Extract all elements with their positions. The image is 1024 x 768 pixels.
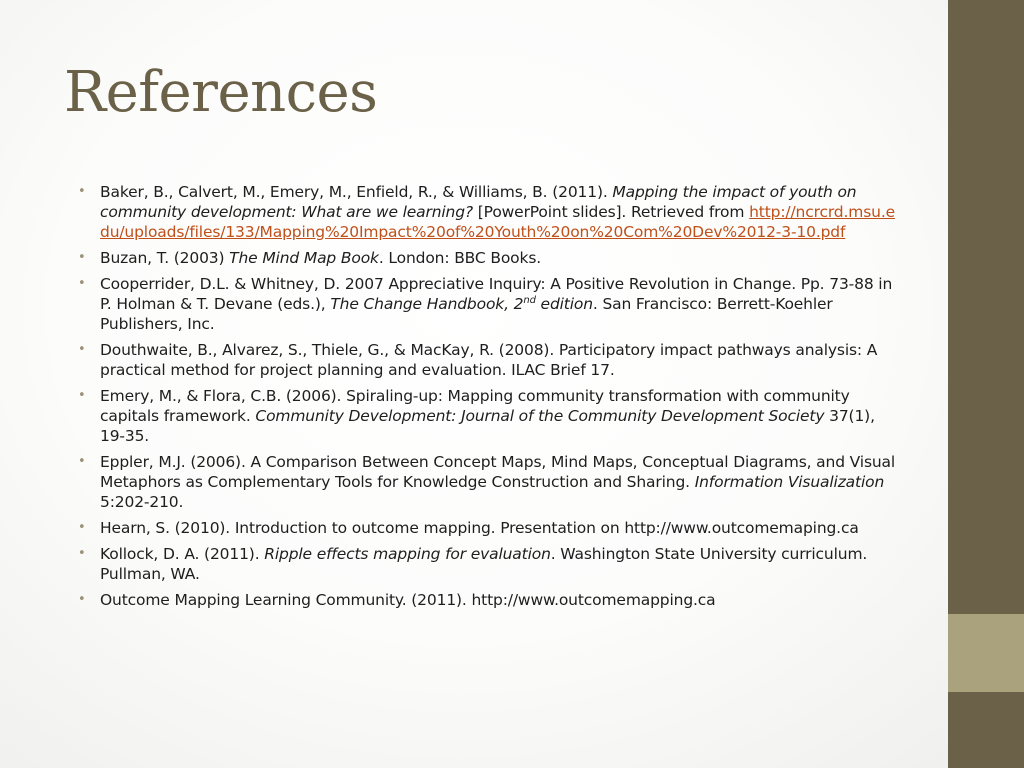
reference-item xyxy=(78,182,898,242)
reference-item xyxy=(78,248,898,268)
bullet-icon: • xyxy=(78,342,86,357)
reference-text: . San Francisco: Berrett-Koehler Publishers, Inc. xyxy=(100,295,833,333)
reference-title: Community Development: Journal of the Community Development Society xyxy=(255,407,825,425)
reference-link[interactable]: http://ncrcrd.msu.edu/uploads/files/133/Mapping%20Impact%20of%20Youth%20on%20Com%20Dev%2012-3-10.pdf xyxy=(100,203,895,241)
reference-title: The Mind Map Book xyxy=(229,249,379,267)
bullet-icon: • xyxy=(78,250,86,265)
reference-title: edition xyxy=(535,295,593,313)
reference-item xyxy=(78,590,898,610)
reference-item xyxy=(78,274,898,334)
bullet-icon: • xyxy=(78,388,86,403)
bullet-icon: • xyxy=(78,546,86,561)
reference-text: Eppler, M.J. (2006). A Comparison Between Concept Maps, Mind Maps, Conceptual Diagrams, and Visual Metaphors as Complementary Tools for Knowledge Construction and Sharing. xyxy=(100,453,896,491)
reference-title: Ripple effects mapping for evaluation xyxy=(264,545,551,563)
ordinal-superscript: nd xyxy=(523,294,536,306)
reference-text: [PowerPoint slides]. Retrieved from xyxy=(473,203,750,221)
reference-text: Kollock, D. A. (2011). xyxy=(100,545,265,563)
bullet-icon: • xyxy=(78,454,86,469)
reference-text: Cooperrider, D.L. & Whitney, D. 2007 Appreciative Inquiry: A Positive Revolution in Change. Pp. 73-88 in P. Holman & T. Devane (eds.), xyxy=(100,275,893,313)
sidebar-accent-block xyxy=(948,614,1024,692)
reference-item xyxy=(78,340,898,380)
reference-text: 37(1), 19-35. xyxy=(100,407,875,445)
reference-text: . Washington State University curriculum. Pullman, WA. xyxy=(100,545,868,583)
reference-text: Emery, M., & Flora, C.B. (2006). Spiraling-up: Mapping community transformation with community capitals framework. xyxy=(100,387,850,425)
reference-text: Outcome Mapping Learning Community. (2011). http://www.outcomemapping.ca xyxy=(100,591,716,609)
reference-title: The Change Handbook, 2 xyxy=(330,295,524,313)
reference-text: Hearn, S. (2010). Introduction to outcome mapping. Presentation on http://www.outcomemaping.ca xyxy=(100,519,859,537)
bullet-icon: • xyxy=(78,592,86,607)
reference-text: . London: BBC Books. xyxy=(378,249,542,267)
bullet-icon: • xyxy=(78,184,86,199)
reference-item xyxy=(78,386,898,446)
reference-text: 5:202-210. xyxy=(100,493,184,511)
reference-title: Information Visualization xyxy=(694,473,885,491)
reference-title: Mapping the impact of youth on community development: What are we learning? xyxy=(100,183,857,221)
reference-item xyxy=(78,518,898,538)
reference-text: Buzan, T. (2003) xyxy=(100,249,230,267)
bullet-icon: • xyxy=(78,276,86,291)
reference-text: Baker, B., Calvert, M., Emery, M., Enfield, R., & Williams, B. (2011). xyxy=(100,183,613,201)
reference-list xyxy=(78,182,898,616)
bullet-icon: • xyxy=(78,520,86,535)
reference-item xyxy=(78,544,898,584)
slide-title: References xyxy=(64,60,378,125)
reference-text: Douthwaite, B., Alvarez, S., Thiele, G., & MacKay, R. (2008). Participatory impact pathways analysis: A practical method for project planning and evaluation. ILAC Brief 17. xyxy=(100,341,878,379)
reference-item xyxy=(78,452,898,512)
